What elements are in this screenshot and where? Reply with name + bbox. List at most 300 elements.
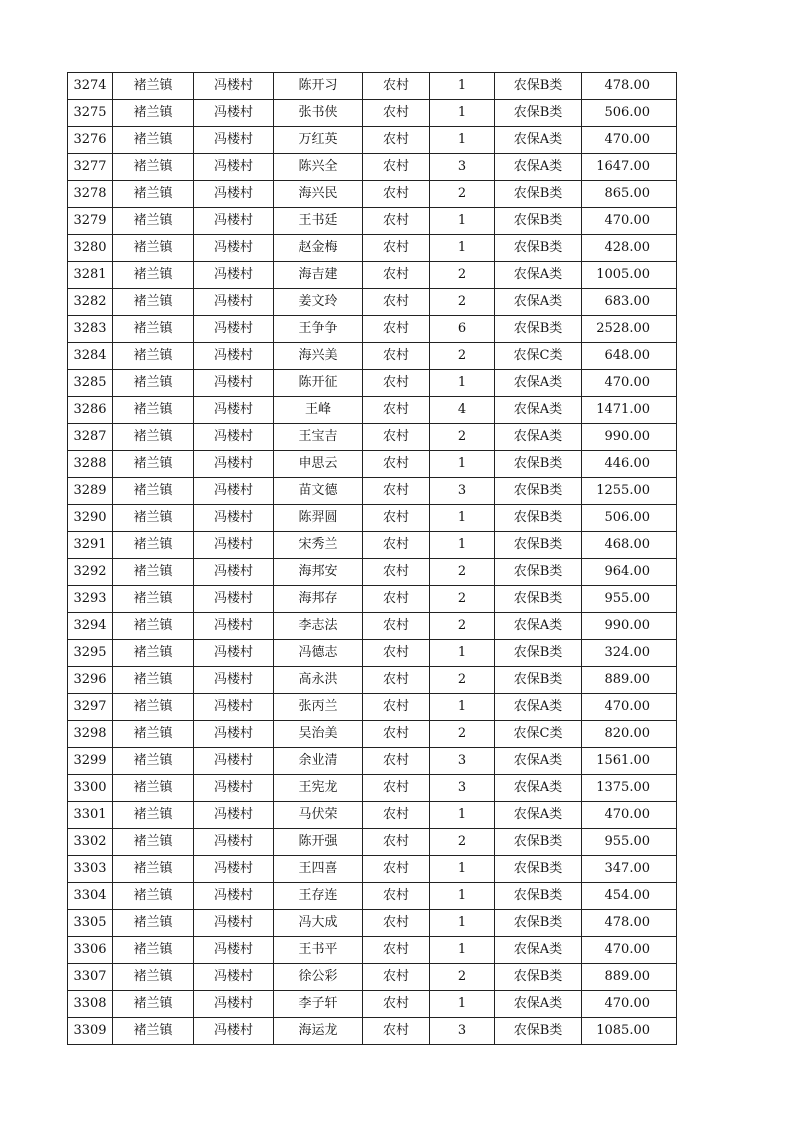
- name-cell: 吴治美: [274, 721, 363, 748]
- household-size-cell: 1: [430, 991, 495, 1018]
- area-type-cell: 农村: [363, 343, 430, 370]
- amount-cell: 889.00: [582, 964, 677, 991]
- name-cell: 海兴美: [274, 343, 363, 370]
- insurance-category-cell: 农保A类: [495, 154, 582, 181]
- row-number-cell: 3294: [68, 613, 113, 640]
- amount-cell: 1647.00: [582, 154, 677, 181]
- household-size-cell: 3: [430, 748, 495, 775]
- insurance-category-cell: 农保A类: [495, 397, 582, 424]
- amount-cell: 470.00: [582, 937, 677, 964]
- row-number-cell: 3308: [68, 991, 113, 1018]
- table-row: [68, 127, 677, 154]
- name-cell: 王四喜: [274, 856, 363, 883]
- area-type-cell: 农村: [363, 667, 430, 694]
- area-type-cell: 农村: [363, 775, 430, 802]
- insurance-category-cell: 农保B类: [495, 883, 582, 910]
- table-row: [68, 775, 677, 802]
- insurance-category-cell: 农保A类: [495, 424, 582, 451]
- table-row: [68, 73, 677, 100]
- amount-cell: 990.00: [582, 424, 677, 451]
- town-cell: 褚兰镇: [113, 883, 194, 910]
- household-size-cell: 1: [430, 532, 495, 559]
- town-cell: 褚兰镇: [113, 829, 194, 856]
- town-cell: 褚兰镇: [113, 505, 194, 532]
- town-cell: 褚兰镇: [113, 532, 194, 559]
- table-row: [68, 154, 677, 181]
- name-cell: 万红英: [274, 127, 363, 154]
- household-size-cell: 2: [430, 964, 495, 991]
- row-number-cell: 3306: [68, 937, 113, 964]
- village-cell: 冯楼村: [194, 505, 274, 532]
- insurance-category-cell: 农保B类: [495, 1018, 582, 1045]
- household-size-cell: 1: [430, 505, 495, 532]
- amount-cell: 470.00: [582, 802, 677, 829]
- amount-cell: 446.00: [582, 451, 677, 478]
- household-size-cell: 3: [430, 478, 495, 505]
- table-row: [68, 262, 677, 289]
- row-number-cell: 3296: [68, 667, 113, 694]
- household-size-cell: 2: [430, 181, 495, 208]
- insurance-category-cell: 农保A类: [495, 694, 582, 721]
- insurance-category-cell: 农保A类: [495, 802, 582, 829]
- village-cell: 冯楼村: [194, 424, 274, 451]
- area-type-cell: 农村: [363, 559, 430, 586]
- amount-cell: 347.00: [582, 856, 677, 883]
- row-number-cell: 3274: [68, 73, 113, 100]
- household-size-cell: 1: [430, 451, 495, 478]
- amount-cell: 990.00: [582, 613, 677, 640]
- table-row: [68, 991, 677, 1018]
- name-cell: 陈兴全: [274, 154, 363, 181]
- village-cell: 冯楼村: [194, 910, 274, 937]
- area-type-cell: 农村: [363, 613, 430, 640]
- area-type-cell: 农村: [363, 505, 430, 532]
- amount-cell: 428.00: [582, 235, 677, 262]
- town-cell: 褚兰镇: [113, 73, 194, 100]
- area-type-cell: 农村: [363, 964, 430, 991]
- table-row: [68, 613, 677, 640]
- name-cell: 高永洪: [274, 667, 363, 694]
- household-size-cell: 1: [430, 100, 495, 127]
- table-row: [68, 316, 677, 343]
- household-size-cell: 1: [430, 235, 495, 262]
- table-row: [68, 451, 677, 478]
- name-cell: 申思云: [274, 451, 363, 478]
- area-type-cell: 农村: [363, 262, 430, 289]
- insurance-category-cell: 农保A类: [495, 289, 582, 316]
- village-cell: 冯楼村: [194, 613, 274, 640]
- name-cell: 王峰: [274, 397, 363, 424]
- row-number-cell: 3281: [68, 262, 113, 289]
- amount-cell: 865.00: [582, 181, 677, 208]
- household-size-cell: 2: [430, 559, 495, 586]
- household-size-cell: 1: [430, 910, 495, 937]
- village-cell: 冯楼村: [194, 532, 274, 559]
- row-number-cell: 3299: [68, 748, 113, 775]
- row-number-cell: 3284: [68, 343, 113, 370]
- area-type-cell: 农村: [363, 100, 430, 127]
- table-row: [68, 802, 677, 829]
- household-size-cell: 1: [430, 856, 495, 883]
- household-size-cell: 1: [430, 694, 495, 721]
- household-size-cell: 6: [430, 316, 495, 343]
- name-cell: 海邦安: [274, 559, 363, 586]
- row-number-cell: 3282: [68, 289, 113, 316]
- village-cell: 冯楼村: [194, 154, 274, 181]
- row-number-cell: 3287: [68, 424, 113, 451]
- amount-cell: 470.00: [582, 991, 677, 1018]
- insurance-category-cell: 农保A类: [495, 262, 582, 289]
- insurance-category-cell: 农保B类: [495, 532, 582, 559]
- town-cell: 褚兰镇: [113, 478, 194, 505]
- household-size-cell: 1: [430, 73, 495, 100]
- name-cell: 王争争: [274, 316, 363, 343]
- row-number-cell: 3277: [68, 154, 113, 181]
- village-cell: 冯楼村: [194, 370, 274, 397]
- table-row: [68, 883, 677, 910]
- village-cell: 冯楼村: [194, 694, 274, 721]
- area-type-cell: 农村: [363, 208, 430, 235]
- amount-cell: 955.00: [582, 829, 677, 856]
- table-row: [68, 721, 677, 748]
- amount-cell: 1471.00: [582, 397, 677, 424]
- town-cell: 褚兰镇: [113, 127, 194, 154]
- village-cell: 冯楼村: [194, 991, 274, 1018]
- name-cell: 王书平: [274, 937, 363, 964]
- town-cell: 褚兰镇: [113, 991, 194, 1018]
- name-cell: 陈开习: [274, 73, 363, 100]
- amount-cell: 468.00: [582, 532, 677, 559]
- area-type-cell: 农村: [363, 181, 430, 208]
- household-size-cell: 2: [430, 424, 495, 451]
- amount-cell: 506.00: [582, 505, 677, 532]
- village-cell: 冯楼村: [194, 208, 274, 235]
- row-number-cell: 3292: [68, 559, 113, 586]
- name-cell: 王宝吉: [274, 424, 363, 451]
- amount-cell: 470.00: [582, 694, 677, 721]
- row-number-cell: 3290: [68, 505, 113, 532]
- village-cell: 冯楼村: [194, 262, 274, 289]
- town-cell: 褚兰镇: [113, 559, 194, 586]
- area-type-cell: 农村: [363, 127, 430, 154]
- row-number-cell: 3298: [68, 721, 113, 748]
- town-cell: 褚兰镇: [113, 910, 194, 937]
- town-cell: 褚兰镇: [113, 181, 194, 208]
- amount-cell: 1005.00: [582, 262, 677, 289]
- village-cell: 冯楼村: [194, 856, 274, 883]
- village-cell: 冯楼村: [194, 397, 274, 424]
- amount-cell: 955.00: [582, 586, 677, 613]
- village-cell: 冯楼村: [194, 667, 274, 694]
- insurance-category-cell: 农保B类: [495, 910, 582, 937]
- village-cell: 冯楼村: [194, 316, 274, 343]
- household-size-cell: 1: [430, 208, 495, 235]
- insurance-category-cell: 农保B类: [495, 856, 582, 883]
- row-number-cell: 3297: [68, 694, 113, 721]
- town-cell: 褚兰镇: [113, 964, 194, 991]
- row-number-cell: 3283: [68, 316, 113, 343]
- name-cell: 冯德志: [274, 640, 363, 667]
- village-cell: 冯楼村: [194, 451, 274, 478]
- village-cell: 冯楼村: [194, 829, 274, 856]
- row-number-cell: 3275: [68, 100, 113, 127]
- town-cell: 褚兰镇: [113, 343, 194, 370]
- table-row: [68, 100, 677, 127]
- insurance-category-cell: 农保A类: [495, 991, 582, 1018]
- household-size-cell: 1: [430, 127, 495, 154]
- row-number-cell: 3279: [68, 208, 113, 235]
- amount-cell: 964.00: [582, 559, 677, 586]
- town-cell: 褚兰镇: [113, 775, 194, 802]
- town-cell: 褚兰镇: [113, 640, 194, 667]
- table-row: [68, 424, 677, 451]
- roster-body: [68, 73, 677, 1045]
- village-cell: 冯楼村: [194, 937, 274, 964]
- village-cell: 冯楼村: [194, 181, 274, 208]
- row-number-cell: 3288: [68, 451, 113, 478]
- area-type-cell: 农村: [363, 235, 430, 262]
- row-number-cell: 3302: [68, 829, 113, 856]
- insurance-category-cell: 农保A类: [495, 775, 582, 802]
- area-type-cell: 农村: [363, 937, 430, 964]
- area-type-cell: 农村: [363, 721, 430, 748]
- area-type-cell: 农村: [363, 424, 430, 451]
- table-row: [68, 505, 677, 532]
- town-cell: 褚兰镇: [113, 1018, 194, 1045]
- village-cell: 冯楼村: [194, 559, 274, 586]
- town-cell: 褚兰镇: [113, 262, 194, 289]
- insurance-category-cell: 农保B类: [495, 208, 582, 235]
- village-cell: 冯楼村: [194, 478, 274, 505]
- name-cell: 海运龙: [274, 1018, 363, 1045]
- amount-cell: 1255.00: [582, 478, 677, 505]
- town-cell: 褚兰镇: [113, 100, 194, 127]
- name-cell: 李子轩: [274, 991, 363, 1018]
- table-row: [68, 1018, 677, 1045]
- village-cell: 冯楼村: [194, 73, 274, 100]
- town-cell: 褚兰镇: [113, 586, 194, 613]
- amount-cell: 478.00: [582, 910, 677, 937]
- table-row: [68, 181, 677, 208]
- town-cell: 褚兰镇: [113, 154, 194, 181]
- name-cell: 苗文德: [274, 478, 363, 505]
- area-type-cell: 农村: [363, 154, 430, 181]
- area-type-cell: 农村: [363, 748, 430, 775]
- village-cell: 冯楼村: [194, 100, 274, 127]
- town-cell: 褚兰镇: [113, 235, 194, 262]
- household-size-cell: 2: [430, 721, 495, 748]
- household-size-cell: 2: [430, 343, 495, 370]
- table-row: [68, 910, 677, 937]
- area-type-cell: 农村: [363, 856, 430, 883]
- amount-cell: 648.00: [582, 343, 677, 370]
- village-cell: 冯楼村: [194, 748, 274, 775]
- row-number-cell: 3289: [68, 478, 113, 505]
- table-row: [68, 208, 677, 235]
- area-type-cell: 农村: [363, 532, 430, 559]
- household-size-cell: 2: [430, 613, 495, 640]
- insurance-category-cell: 农保B类: [495, 505, 582, 532]
- town-cell: 褚兰镇: [113, 370, 194, 397]
- table-row: [68, 667, 677, 694]
- village-cell: 冯楼村: [194, 343, 274, 370]
- insurance-category-cell: 农保C类: [495, 721, 582, 748]
- town-cell: 褚兰镇: [113, 613, 194, 640]
- insurance-category-cell: 农保A类: [495, 748, 582, 775]
- insurance-category-cell: 农保B类: [495, 451, 582, 478]
- amount-cell: 1561.00: [582, 748, 677, 775]
- amount-cell: 683.00: [582, 289, 677, 316]
- row-number-cell: 3285: [68, 370, 113, 397]
- amount-cell: 820.00: [582, 721, 677, 748]
- name-cell: 海兴民: [274, 181, 363, 208]
- row-number-cell: 3300: [68, 775, 113, 802]
- insurance-category-cell: 农保B类: [495, 964, 582, 991]
- name-cell: 宋秀兰: [274, 532, 363, 559]
- area-type-cell: 农村: [363, 802, 430, 829]
- amount-cell: 1085.00: [582, 1018, 677, 1045]
- amount-cell: 506.00: [582, 100, 677, 127]
- row-number-cell: 3280: [68, 235, 113, 262]
- row-number-cell: 3276: [68, 127, 113, 154]
- household-size-cell: 1: [430, 370, 495, 397]
- town-cell: 褚兰镇: [113, 802, 194, 829]
- row-number-cell: 3307: [68, 964, 113, 991]
- name-cell: 王宪龙: [274, 775, 363, 802]
- town-cell: 褚兰镇: [113, 856, 194, 883]
- area-type-cell: 农村: [363, 883, 430, 910]
- insurance-category-cell: 农保B类: [495, 829, 582, 856]
- name-cell: 马伏荣: [274, 802, 363, 829]
- table-row: [68, 964, 677, 991]
- row-number-cell: 3305: [68, 910, 113, 937]
- village-cell: 冯楼村: [194, 127, 274, 154]
- insurance-category-cell: 农保B类: [495, 478, 582, 505]
- row-number-cell: 3301: [68, 802, 113, 829]
- household-size-cell: 2: [430, 262, 495, 289]
- amount-cell: 470.00: [582, 127, 677, 154]
- name-cell: 张书侠: [274, 100, 363, 127]
- area-type-cell: 农村: [363, 289, 430, 316]
- insurance-category-cell: 农保B类: [495, 586, 582, 613]
- area-type-cell: 农村: [363, 1018, 430, 1045]
- table-row: [68, 559, 677, 586]
- insurance-category-cell: 农保B类: [495, 181, 582, 208]
- amount-cell: 2528.00: [582, 316, 677, 343]
- insurance-category-cell: 农保C类: [495, 343, 582, 370]
- area-type-cell: 农村: [363, 478, 430, 505]
- household-size-cell: 4: [430, 397, 495, 424]
- insurance-category-cell: 农保B类: [495, 100, 582, 127]
- town-cell: 褚兰镇: [113, 748, 194, 775]
- area-type-cell: 农村: [363, 829, 430, 856]
- village-cell: 冯楼村: [194, 1018, 274, 1045]
- name-cell: 王存连: [274, 883, 363, 910]
- area-type-cell: 农村: [363, 910, 430, 937]
- amount-cell: 478.00: [582, 73, 677, 100]
- insurance-category-cell: 农保A类: [495, 127, 582, 154]
- village-cell: 冯楼村: [194, 802, 274, 829]
- village-cell: 冯楼村: [194, 883, 274, 910]
- amount-cell: 470.00: [582, 208, 677, 235]
- insurance-category-cell: 农保B类: [495, 235, 582, 262]
- town-cell: 褚兰镇: [113, 397, 194, 424]
- amount-cell: 1375.00: [582, 775, 677, 802]
- row-number-cell: 3303: [68, 856, 113, 883]
- insurance-category-cell: 农保A类: [495, 613, 582, 640]
- table-row: [68, 856, 677, 883]
- village-cell: 冯楼村: [194, 964, 274, 991]
- village-cell: 冯楼村: [194, 586, 274, 613]
- name-cell: 陈羿圆: [274, 505, 363, 532]
- area-type-cell: 农村: [363, 586, 430, 613]
- insurance-category-cell: 农保B类: [495, 73, 582, 100]
- row-number-cell: 3309: [68, 1018, 113, 1045]
- insurance-category-cell: 农保B类: [495, 667, 582, 694]
- area-type-cell: 农村: [363, 316, 430, 343]
- town-cell: 褚兰镇: [113, 208, 194, 235]
- town-cell: 褚兰镇: [113, 316, 194, 343]
- table-row: [68, 343, 677, 370]
- table-row: [68, 532, 677, 559]
- table-row: [68, 937, 677, 964]
- name-cell: 海吉建: [274, 262, 363, 289]
- household-size-cell: 2: [430, 289, 495, 316]
- name-cell: 海邦存: [274, 586, 363, 613]
- name-cell: 李志法: [274, 613, 363, 640]
- town-cell: 褚兰镇: [113, 289, 194, 316]
- amount-cell: 324.00: [582, 640, 677, 667]
- town-cell: 褚兰镇: [113, 721, 194, 748]
- insurance-category-cell: 农保A类: [495, 937, 582, 964]
- table-row: [68, 586, 677, 613]
- amount-cell: 454.00: [582, 883, 677, 910]
- household-size-cell: 1: [430, 883, 495, 910]
- table-row: [68, 694, 677, 721]
- roster-table: [67, 72, 677, 1045]
- table-row: [68, 370, 677, 397]
- name-cell: 陈开征: [274, 370, 363, 397]
- town-cell: 褚兰镇: [113, 694, 194, 721]
- insurance-category-cell: 农保A类: [495, 370, 582, 397]
- village-cell: 冯楼村: [194, 235, 274, 262]
- household-size-cell: 3: [430, 154, 495, 181]
- row-number-cell: 3291: [68, 532, 113, 559]
- town-cell: 褚兰镇: [113, 667, 194, 694]
- village-cell: 冯楼村: [194, 721, 274, 748]
- name-cell: 赵金梅: [274, 235, 363, 262]
- name-cell: 王书廷: [274, 208, 363, 235]
- household-size-cell: 2: [430, 667, 495, 694]
- name-cell: 余业清: [274, 748, 363, 775]
- town-cell: 褚兰镇: [113, 937, 194, 964]
- household-size-cell: 1: [430, 802, 495, 829]
- row-number-cell: 3278: [68, 181, 113, 208]
- area-type-cell: 农村: [363, 370, 430, 397]
- household-size-cell: 1: [430, 937, 495, 964]
- area-type-cell: 农村: [363, 640, 430, 667]
- row-number-cell: 3286: [68, 397, 113, 424]
- table-row: [68, 289, 677, 316]
- area-type-cell: 农村: [363, 73, 430, 100]
- area-type-cell: 农村: [363, 451, 430, 478]
- household-size-cell: 3: [430, 1018, 495, 1045]
- table-row: [68, 478, 677, 505]
- name-cell: 冯大成: [274, 910, 363, 937]
- area-type-cell: 农村: [363, 991, 430, 1018]
- row-number-cell: 3304: [68, 883, 113, 910]
- village-cell: 冯楼村: [194, 289, 274, 316]
